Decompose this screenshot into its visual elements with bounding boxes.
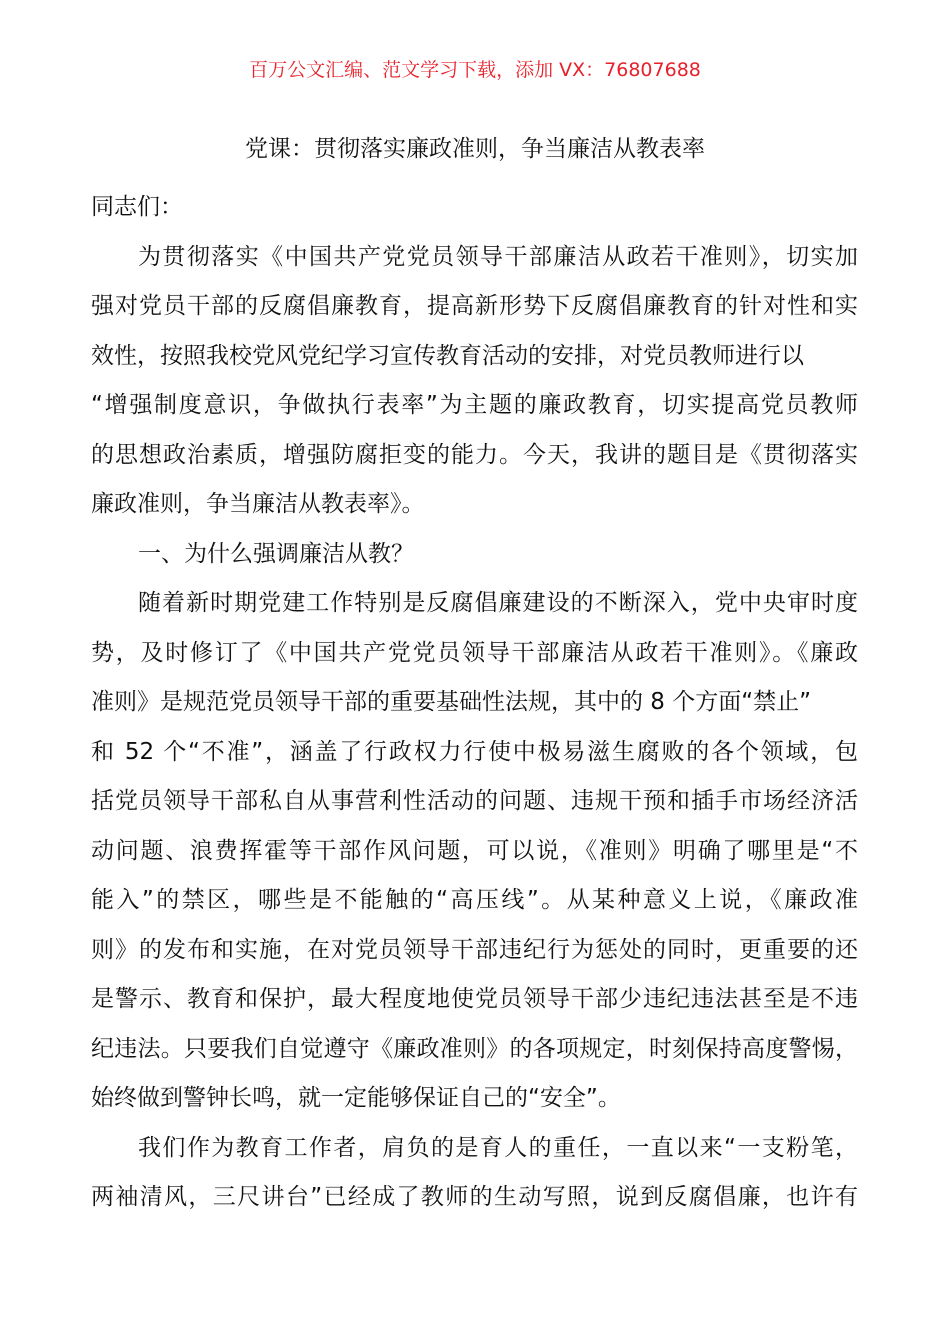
text-line: 势，及时修订了《中国共产党党员领导干部廉洁从政若干准则》。《廉政 xyxy=(91,639,858,666)
watermark-header: 百万公文汇编、范文学习下载，添加 VX：76807688 xyxy=(249,59,701,81)
document-body xyxy=(91,183,858,1223)
text-line: 为贯彻落实《中国共产党党员领导干部廉洁从政若干准则》，切实加 xyxy=(138,243,858,270)
text-line: 的思想政治素质，增强防腐拒变的能力。今天，我讲的题目是《贯彻落实 xyxy=(91,441,858,468)
text-line: 效性，按照我校党风党纪学习宣传教育活动的安排，对党员教师进行以 xyxy=(91,342,804,369)
text-line: 则》的发布和实施，在对党员领导干部违纪行为惩处的同时，更重要的还 xyxy=(91,936,858,963)
text-line: 我们作为教育工作者，肩负的是育人的重任，一直以来“一支粉笔， xyxy=(138,1134,858,1161)
text-line: 准则》是规范党员领导干部的重要基础性法规，其中的 8 个方面“禁止” xyxy=(91,689,812,715)
text-line: 动问题、浪费挥霍等干部作风问题，可以说，《准则》明确了哪里是“不 xyxy=(91,837,858,864)
text-line: 两袖清风，三尺讲台”已经成了教师的生动写照，说到反腐倡廉，也许有 xyxy=(91,1184,858,1210)
text-line: 始终做到警钟长鸣，就一定能够保证自己的“安全”。 xyxy=(91,1085,621,1111)
text-line: 廉政准则，争当廉洁从教表率》。 xyxy=(91,491,425,517)
text-line: “增强制度意识，争做执行表率”为主题的廉政教育，切实提高党员教师 xyxy=(91,392,858,418)
text-line: 强对党员干部的反腐倡廉教育，提高新形势下反腐倡廉教育的针对性和实 xyxy=(91,293,858,319)
document-title: 党课：贯彻落实廉政准则，争当廉洁从教表率 xyxy=(245,136,705,162)
text-line: 一、为什么强调廉洁从教？ xyxy=(138,540,414,567)
text-line: 和 52 个“不准”，涵盖了行政权力行使中极易滋生腐败的各个领域，包 xyxy=(91,738,858,765)
text-line: 是警示、教育和保护，最大程度地使党员领导干部少违纪违法甚至是不违 xyxy=(91,986,858,1012)
text-line: 随着新时期党建工作特别是反腐倡廉建设的不断深入，党中央审时度 xyxy=(138,590,858,616)
text-line: 括党员领导干部私自从事营利性活动的问题、违规干预和插手市场经济活 xyxy=(91,788,858,814)
text-line: 能入”的禁区，哪些是不能触的“高压线”。从某种意义上说，《廉政准 xyxy=(91,887,858,913)
text-line: 纪违法。只要我们自觉遵守《廉政准则》的各项规定，时刻保持高度警惕， xyxy=(91,1035,858,1062)
salutation: 同志们： xyxy=(91,194,183,220)
